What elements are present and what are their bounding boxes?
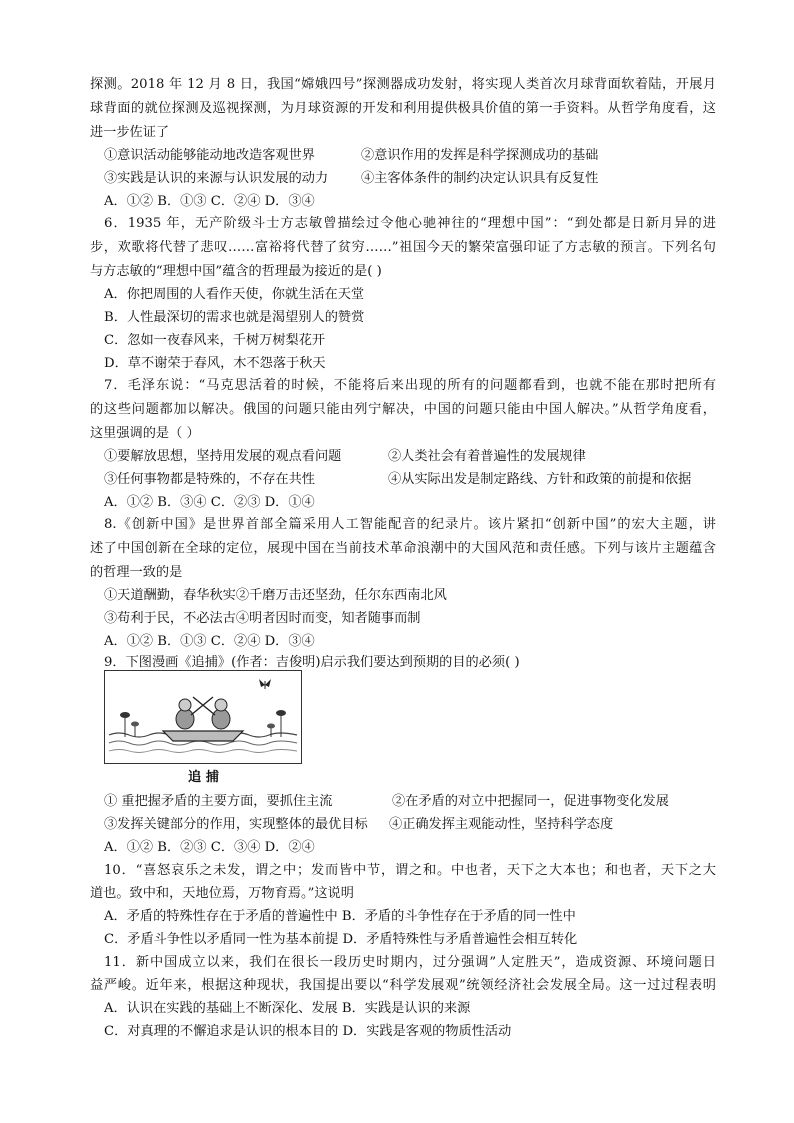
q5-item-2: ②意识作用的发挥是科学探测成功的基础 [361,148,599,163]
q7-item-2: ②人类社会有着普遍性的发展规律 [388,449,586,464]
q9-item-4: ④正确发挥主观能动性，坚持科学态度 [389,817,614,832]
q10-stem-line-2: 道也。致中和，天地位焉，万物育焉。”这说明 [90,886,354,901]
q8-stem-line-3: 的哲理一致的是 [90,565,183,580]
q11-options-cd: C．对真理的不懈追求是认识的根本目的 D．实践是客观的物质性活动 [104,1024,512,1039]
q5-stem-line-1: 探测。2018 年 12 月 8 日，我国“嫦娥四号”探测器成功发射，将实现人类首次月球背面软着陆，开展月 [90,77,716,92]
q11-stem-line-1: 11．新中国成立以来，我们在很长一段历史时期内，过分强调”人定胜天”，造成资源、环境问题日 [104,955,716,970]
q8-stem-line-2: 述了中国创新在全球的定位，展现中国在当前技术革命浪潮中的大国风范和责任感。下列与该片主题蕴含 [90,541,716,556]
q7-item-1: ①要解放思想，坚持用发展的观点看问题 [104,449,342,464]
q6-option-a: A．你把周围的人看作天使，你就生活在天堂 [104,287,365,302]
q6-option-b: B．人性最深切的需求也就是渴望别人的赞赏 [104,310,365,325]
q6-stem-line-3: 与方志敏的“理想中国”蕴含的哲理最为接近的是( ) [90,264,382,279]
q5-item-4: ④主客体条件的制约决定认识具有反复性 [361,171,599,186]
q5-item-3: ③实践是认识的来源与认识发展的动力 [104,171,329,186]
q7-stem-line-2: 的这些问题都加以解决。俄国的问题只能由列宁解决，中国的问题只能由中国人解决。”从哲学角度看， [90,402,716,417]
q8-item-line-1: ①天道酬勤，春华秋实②千磨万击还坚劲，任尔东西南北风 [104,588,447,603]
q11-stem-line-2: 益严峻。近年来，根据这种现状，我国提出要以“科学发展观”统领经济社会发展全局。这一过过程表明 [90,978,716,993]
cartoon-drawing [105,671,301,763]
q6-option-c: C．忽如一夜春风来，千树万树梨花开 [104,333,326,348]
q6-stem-line-1: 6．1935 年，无产阶级斗士方志敏曾描绘过令他心驰神往的“理想中国”：“到处都是日新月异的进 [104,216,716,231]
q8-item-line-2: ③苟利于民，不必法古④明者因时而变，知者随事而制 [104,611,421,626]
q6-stem-line-2: 步，欢歌将代替了悲叹……富裕将代替了贫穷……”祖国今天的繁荣富强印证了方志敏的预言。下列名句 [90,240,716,255]
q9-item-1: ① 重把握矛盾的主要方面，要抓住主流 [104,794,333,809]
q7-item-3: ③任何事物都是特殊的，不存在共性 [104,472,315,487]
q8-stem-line-1: 8.《创新中国》是世界首部全篇采用人工智能配音的纪录片。该片紧扣“创新中国”的宏大主题，讲 [104,517,716,532]
q9-item-2: ②在矛盾的对立中把握同一，促进事物变化发展 [392,794,669,809]
q5-stem-line-3: 进一步佐证了 [90,125,170,140]
q6-option-d: D．草不谢荣于春风，木不怨落于秋天 [104,356,326,371]
q5-choices: A．①② B．①③ C．②④ D．③④ [104,194,315,209]
q7-choices: A．①② B．③④ C．②③ D．①④ [104,495,315,510]
cartoon-caption: 追 捕 [188,770,219,785]
q7-stem-line-3: 这里强调的是（ ） [90,426,200,441]
q11-options-ab: A．认识在实践的基础上不断深化、发展 B．实践是认识的来源 [104,1001,471,1016]
q5-stem-line-2: 球背面的就位探测及巡视探测，为月球资源的开发和利用提供极具价值的第一手资料。从哲学角度看，这 [90,101,716,116]
chase-cartoon [104,670,302,764]
q10-stem-line-1: 10．“喜怒哀乐之未发，谓之中；发而皆中节，谓之和。中也者，天下之大本也；和也者，天下之大 [104,863,716,878]
q9-stem: 9．下图漫画《追捕》(作者：吉俊明)启示我们要达到预期的目的必须( ) [104,655,520,670]
q5-item-1: ①意识活动能够能动地改造客观世界 [104,148,315,163]
q9-choices: A．①② B．②③ C．③④ D．②④ [104,840,315,855]
q10-options-cd: C．矛盾斗争性以矛盾同一性为基本前提 D．矛盾特殊性与矛盾普遍性会相互转化 [104,932,578,947]
q10-options-ab: A．矛盾的特殊性存在于矛盾的普遍性中 B．矛盾的斗争性存在于矛盾的同一性中 [104,909,576,924]
q7-item-4: ④从实际出发是制定路线、方针和政策的前提和依据 [388,472,692,487]
q8-choices: A．①② B．①③ C．②④ D．③④ [104,634,315,649]
q9-item-3: ③发挥关键部分的作用，实现整体的最优目标 [104,817,368,832]
q7-stem-line-1: 7．毛泽东说：“马克思活着的时候，不能将后来出现的所有的问题都看到，也就不能在那时把所有 [104,378,716,393]
